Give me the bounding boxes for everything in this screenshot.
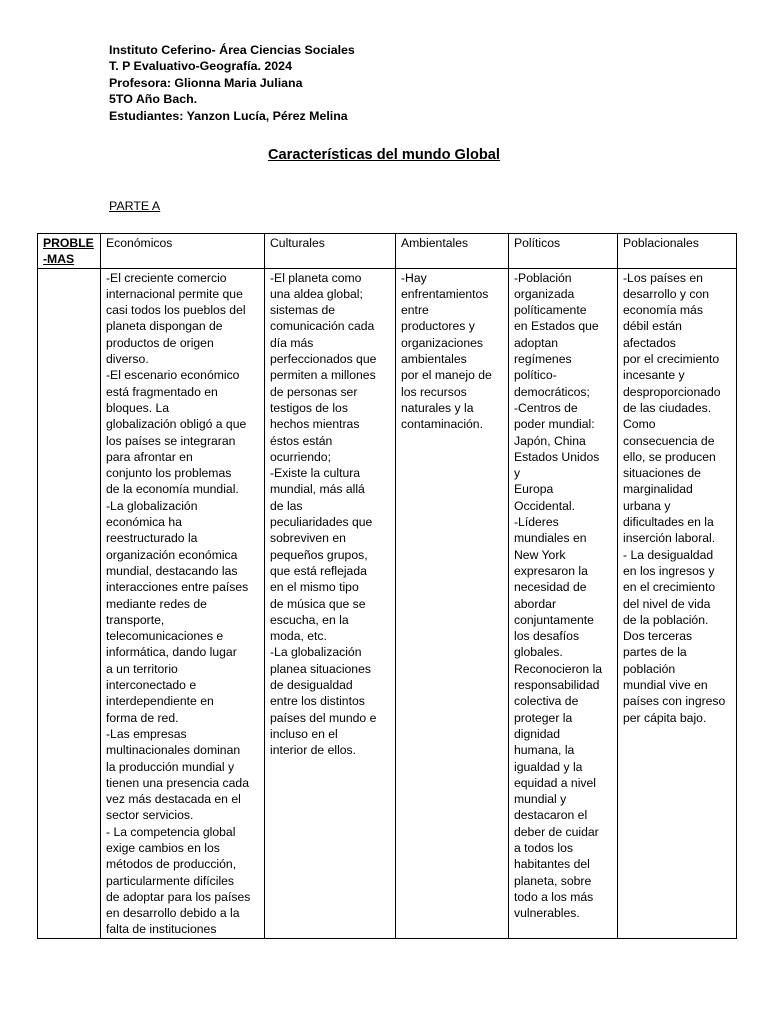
cell-text-line: conjuntamente: [514, 612, 594, 627]
cell-text-line: adoptan: [514, 335, 559, 350]
cell-text-line: partes de la: [623, 645, 687, 660]
table-header-row: [38, 234, 737, 269]
cell-text-line: políticamente: [514, 303, 587, 318]
cell-text-line: mediante redes de: [106, 596, 207, 611]
cell-text-line: mundial vive en: [623, 678, 708, 693]
document-title: Características del mundo Global: [268, 147, 500, 163]
cell-text-line: regímenes: [514, 352, 572, 367]
header-institution: Instituto Ceferino- Área Ciencias Sociales: [109, 43, 355, 57]
cell-text-line: sistemas de: [270, 303, 336, 318]
cell-text-line: entre: [401, 303, 429, 318]
cell-text-line: de adoptar para los países: [106, 889, 251, 904]
cell-text-line: New York: [514, 547, 566, 562]
cell-text-line: países con ingreso: [623, 694, 726, 709]
header-teacher: Profesora: Glionna Maria Juliana: [109, 75, 303, 90]
cell-text-line: que está reflejada: [270, 563, 367, 578]
cell-text-line: deber de cuidar: [514, 824, 599, 839]
cell-text-line: de desigualdad: [270, 678, 353, 693]
cell-text-line: planeta, sobre: [514, 873, 592, 888]
header-grade: 5TO Año Bach.: [109, 92, 198, 107]
cell-text-line: necesidad de: [514, 580, 587, 595]
cell-text-line: de personas ser: [270, 384, 358, 399]
cell-text-line: igualdad y la: [514, 759, 583, 774]
cell-text-line: per cápita bajo.: [623, 710, 707, 725]
cell-text-line: mundiales en: [514, 531, 587, 546]
cell-text-line: globalización obligó a que: [106, 417, 247, 432]
cell-text-line: situaciones de: [623, 466, 701, 481]
cell-text-line: interacciones entre países: [106, 580, 249, 595]
cell-text-line: planeta dispongan de: [106, 319, 223, 334]
cell-text-line: - La competencia global: [106, 824, 236, 839]
cell-text-line: dignidad: [514, 726, 561, 741]
header-assignment: T. P Evaluativo-Geografía. 2024: [109, 59, 292, 74]
cell-text-line: de la población.: [623, 612, 709, 627]
cell-text-line: expresaron la: [514, 563, 588, 578]
cell-text-line: en el mismo tipo: [270, 580, 359, 595]
cell-text-line: globales.: [514, 645, 563, 660]
cell-text-line: colectiva de: [514, 694, 579, 709]
cell-text-line: poder mundial:: [514, 417, 595, 432]
cell-text-line: afectados: [623, 335, 676, 350]
cell-text-line: -El escenario económico: [106, 368, 240, 383]
cell-text-line: particularmente difíciles: [106, 873, 235, 888]
cell-text-line: casi todos los pueblos del: [106, 303, 246, 318]
cell-text-line: sobreviven en: [270, 531, 346, 546]
cell-text-line: proteger la: [514, 710, 573, 725]
cell-text-line: pequeños grupos,: [270, 547, 368, 562]
cell-economicos: [101, 268, 265, 938]
cell-text-line: -Existe la cultura: [270, 466, 361, 481]
cell-text-line: reestructurado la: [106, 531, 198, 546]
cell-text-line: mundial, más allá: [270, 482, 365, 497]
cell-text-line: -Líderes: [514, 515, 559, 530]
cell-text-line: ello, se producen: [623, 449, 716, 464]
cell-text-line: -Las empresas: [106, 726, 187, 741]
cell-text-line: por el manejo de: [401, 368, 492, 383]
cell-text-line: diverso.: [106, 352, 149, 367]
cell-text-line: países del mundo e: [270, 710, 377, 725]
cell-text-line: destacaron el: [514, 808, 588, 823]
cell-poblacionales: [618, 268, 737, 938]
cell-text-line: económica ha: [106, 515, 182, 530]
cell-text-line: ocurriendo;: [270, 449, 331, 464]
cell-text-line: responsabilidad: [514, 678, 600, 693]
cell-text-line: tienen una presencia cada: [106, 775, 249, 790]
cell-text-line: escucha, en la: [270, 612, 349, 627]
cell-text-line: métodos de producción,: [106, 857, 237, 872]
cell-text-line: incluso en el: [270, 726, 338, 741]
cell-text-line: mundial, destacando las: [106, 563, 238, 578]
cell-text-line: la producción mundial y: [106, 759, 235, 774]
cell-text-line: urbana y: [623, 498, 671, 513]
cell-text-line: Como: [623, 417, 656, 432]
cell-text-line: bloques. La: [106, 400, 170, 415]
cell-text-line: planea situaciones: [270, 661, 371, 676]
cell-text-line: de la economía mundial.: [106, 482, 239, 497]
column-header-politicos: Políticos: [509, 234, 618, 269]
cell-text-line: -Centros de: [514, 400, 578, 415]
cell-text-line: internacional permite que: [106, 286, 243, 301]
cell-text-line: Dos terceras: [623, 629, 693, 644]
cell-text-line: consecuencia de: [623, 433, 715, 448]
cell-text-line: a todos los: [514, 840, 573, 855]
section-label: PARTE A: [109, 199, 161, 213]
cell-text-line: perfeccionados que: [270, 352, 377, 367]
cell-text-line: comunicación cada: [270, 319, 375, 334]
cell-text-line: los desafíos: [514, 629, 580, 644]
cell-text-line: informática, dando lugar: [106, 645, 237, 660]
cell-text-line: interdependiente en: [106, 694, 214, 709]
cell-text-line: mundial y: [514, 792, 567, 807]
cell-text-line: permiten a millones: [270, 368, 376, 383]
cell-text-line: vulnerables.: [514, 906, 580, 921]
cell-text-line: desarrollo y con: [623, 286, 710, 301]
cell-text-line: -Población: [514, 270, 572, 285]
cell-text-line: desproporcionado: [623, 384, 721, 399]
cell-text-line: ambientales: [401, 352, 467, 367]
cell-text-line: exige cambios en los: [106, 840, 220, 855]
cell-text-line: inserción laboral.: [623, 531, 716, 546]
column-header-problemas-line: PROBLE: [43, 236, 94, 250]
cell-text-line: político-: [514, 368, 557, 383]
cell-text-line: -El creciente comercio: [106, 270, 227, 285]
cell-text-line: humana, la: [514, 743, 575, 758]
cell-text-line: Occidental.: [514, 498, 575, 513]
cell-text-line: débil están: [623, 319, 682, 334]
cell-text-line: economía más: [623, 303, 703, 318]
column-header-economicos: Económicos: [101, 234, 265, 269]
cell-text-line: - La desigualdad: [623, 547, 714, 562]
cell-text-line: productos de origen: [106, 335, 214, 350]
cell-text-line: por el crecimiento: [623, 352, 720, 367]
cell-text-line: entre los distintos: [270, 694, 365, 709]
cell-text-line: abordar: [514, 596, 557, 611]
cell-text-line: -El planeta como: [270, 270, 362, 285]
column-header-problemas: [38, 234, 101, 269]
table-row: [38, 268, 737, 938]
cell-text-line: marginalidad: [623, 482, 693, 497]
cell-text-line: productores y: [401, 319, 475, 334]
cell-text-line: moda, etc.: [270, 629, 327, 644]
cell-text-line: -Hay: [401, 270, 427, 285]
cell-text-line: del nivel de vida: [623, 596, 711, 611]
cell-text-line: éstos están: [270, 433, 333, 448]
cell-text-line: todo a los más: [514, 889, 594, 904]
cell-text-line: en desarrollo debido a la: [106, 906, 240, 921]
cell-text-line: transporte,: [106, 612, 165, 627]
cell-culturales: [265, 268, 396, 938]
cell-text-line: sector servicios.: [106, 808, 194, 823]
cell-text-line: equidad a nivel: [514, 775, 596, 790]
cell-text-line: día más: [270, 335, 314, 350]
cell-text-line: Reconocieron la: [514, 661, 603, 676]
cell-text-line: incesante y: [623, 368, 685, 383]
cell-text-line: organizada: [514, 286, 575, 301]
cell-text-line: Japón, China: [514, 433, 586, 448]
cell-text-line: -Los países en: [623, 270, 703, 285]
cell-text-line: -La globalización: [106, 498, 198, 513]
cell-text-line: en los ingresos y: [623, 563, 715, 578]
cell-text-line: interior de ellos.: [270, 743, 357, 758]
cell-text-line: los países se integraran: [106, 433, 236, 448]
cell-text-line: habitantes del: [514, 857, 590, 872]
cell-text-line: conjunto los problemas: [106, 466, 232, 481]
problemas-cell: [38, 268, 101, 938]
cell-text-line: a un territorio: [106, 661, 178, 676]
column-header-problemas-line: -MAS: [43, 252, 75, 267]
cell-text-line: población: [623, 661, 676, 676]
cell-politicos: [509, 268, 618, 938]
cell-text-line: testigos de los: [270, 400, 348, 415]
characteristics-table: [37, 233, 737, 939]
cell-text-line: Europa: [514, 482, 554, 497]
cell-text-line: una aldea global;: [270, 286, 363, 301]
cell-text-line: interconectado e: [106, 678, 197, 693]
cell-text-line: hechos mientras: [270, 417, 360, 432]
cell-text-line: forma de red.: [106, 710, 179, 725]
cell-text-line: los recursos: [401, 384, 467, 399]
cell-text-line: organizaciones: [401, 335, 483, 350]
cell-text-line: organización económica: [106, 547, 238, 562]
cell-text-line: falta de instituciones: [106, 922, 217, 937]
cell-ambientales: [396, 268, 509, 938]
cell-text-line: vez más destacada en el: [106, 792, 241, 807]
cell-text-line: contaminación.: [401, 417, 483, 432]
cell-text-line: enfrentamientos: [401, 286, 489, 301]
document-header: [109, 42, 355, 124]
cell-text-line: peculiaridades que: [270, 515, 373, 530]
cell-text-line: naturales y la: [401, 400, 474, 415]
cell-text-line: multinacionales dominan: [106, 743, 241, 758]
cell-text-line: de las ciudades.: [623, 400, 712, 415]
cell-text-line: de las: [270, 498, 303, 513]
column-header-culturales: Culturales: [265, 234, 396, 269]
column-header-poblacionales: Poblacionales: [618, 234, 737, 269]
cell-text-line: dificultades en la: [623, 515, 714, 530]
header-students: Estudiantes: Yanzon Lucía, Pérez Melina: [109, 108, 348, 123]
column-header-ambientales: Ambientales: [396, 234, 509, 269]
cell-text-line: y: [514, 466, 521, 481]
cell-text-line: para afrontar en: [106, 449, 193, 464]
cell-text-line: en el crecimiento: [623, 580, 716, 595]
cell-text-line: democráticos;: [514, 384, 590, 399]
cell-text-line: Estados Unidos: [514, 449, 600, 464]
cell-text-line: está fragmentado en: [106, 384, 218, 399]
cell-text-line: telecomunicaciones e: [106, 629, 224, 644]
cell-text-line: -La globalización: [270, 645, 362, 660]
cell-text-line: en Estados que: [514, 319, 599, 334]
cell-text-line: de música que se: [270, 596, 366, 611]
